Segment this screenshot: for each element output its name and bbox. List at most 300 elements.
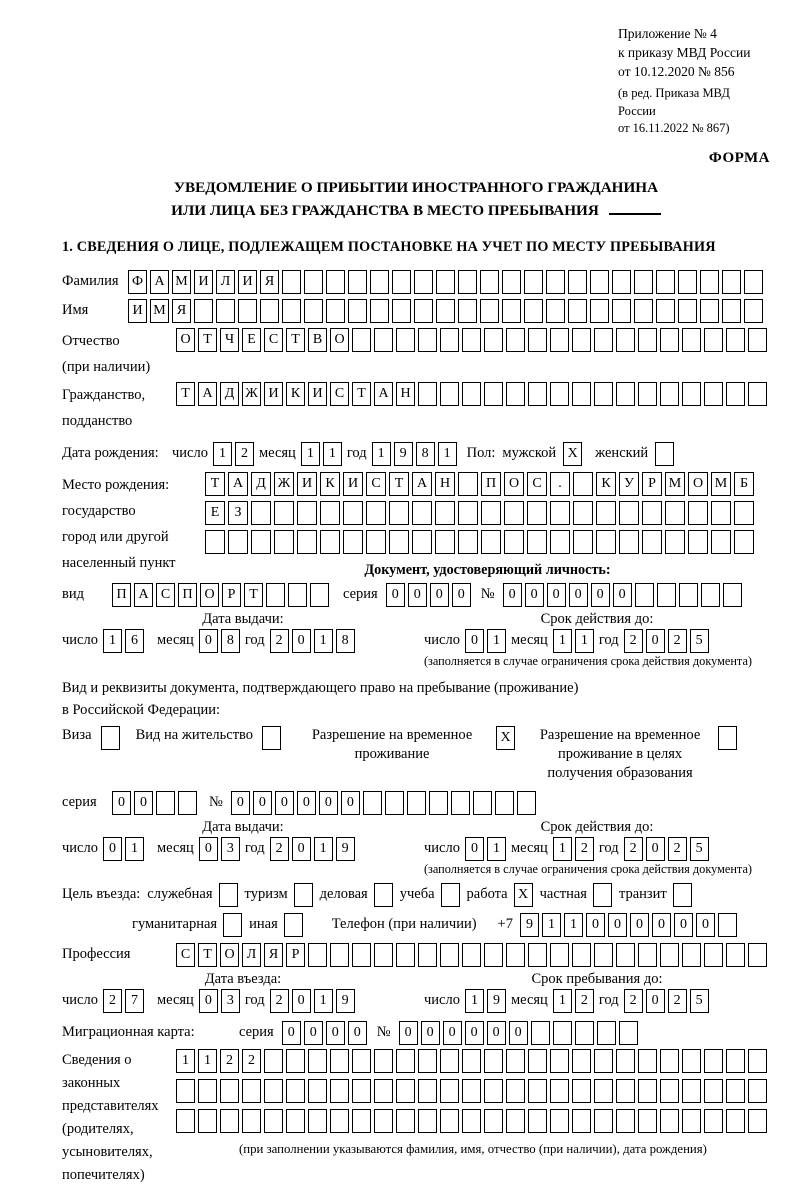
- char-cell[interactable]: [308, 1049, 327, 1073]
- char-cell[interactable]: С: [366, 472, 386, 496]
- char-cell[interactable]: 0: [465, 1021, 484, 1045]
- char-cell[interactable]: [748, 382, 767, 406]
- char-cell[interactable]: [550, 943, 569, 967]
- char-cell[interactable]: 0: [341, 791, 360, 815]
- char-cell[interactable]: [352, 328, 371, 352]
- option-checkbox[interactable]: [294, 883, 313, 907]
- char-cell[interactable]: [506, 1109, 525, 1133]
- char-cell[interactable]: [176, 1079, 195, 1103]
- char-cell[interactable]: [616, 328, 635, 352]
- char-cell[interactable]: [506, 1079, 525, 1103]
- char-cell[interactable]: С: [330, 382, 349, 406]
- char-cell[interactable]: 5: [690, 837, 709, 861]
- char-cell[interactable]: 0: [134, 791, 153, 815]
- char-cell[interactable]: [418, 943, 437, 967]
- option-checkbox[interactable]: [673, 883, 692, 907]
- char-cell[interactable]: [638, 382, 657, 406]
- char-cell[interactable]: [282, 270, 301, 294]
- char-cell[interactable]: И: [238, 270, 257, 294]
- char-cell[interactable]: А: [228, 472, 248, 496]
- char-cell[interactable]: [266, 583, 285, 607]
- char-cell[interactable]: 1: [103, 629, 122, 653]
- char-cell[interactable]: П: [112, 583, 131, 607]
- char-cell[interactable]: 1: [372, 442, 391, 466]
- char-cell[interactable]: [528, 943, 547, 967]
- char-cell[interactable]: [228, 530, 248, 554]
- char-cell[interactable]: Р: [642, 472, 662, 496]
- char-cell[interactable]: [594, 1049, 613, 1073]
- char-cell[interactable]: [572, 1049, 591, 1073]
- option-checkbox[interactable]: [262, 726, 281, 750]
- char-cell[interactable]: [440, 1079, 459, 1103]
- char-cell[interactable]: [682, 382, 701, 406]
- char-cell[interactable]: [594, 943, 613, 967]
- char-cell[interactable]: Т: [198, 328, 217, 352]
- char-cell[interactable]: [594, 1109, 613, 1133]
- char-cell[interactable]: 0: [319, 791, 338, 815]
- char-cell[interactable]: С: [527, 472, 547, 496]
- char-cell[interactable]: И: [264, 382, 283, 406]
- char-cell[interactable]: [657, 583, 676, 607]
- char-cell[interactable]: [484, 328, 503, 352]
- char-cell[interactable]: [396, 1049, 415, 1073]
- char-cell[interactable]: [156, 791, 175, 815]
- char-cell[interactable]: [385, 791, 404, 815]
- char-cell[interactable]: 0: [430, 583, 449, 607]
- char-cell[interactable]: 0: [399, 1021, 418, 1045]
- char-cell[interactable]: 9: [336, 989, 355, 1013]
- char-cell[interactable]: [682, 1049, 701, 1073]
- option-checkbox[interactable]: [284, 913, 303, 937]
- char-cell[interactable]: [726, 943, 745, 967]
- char-cell[interactable]: [414, 299, 433, 323]
- char-cell[interactable]: [619, 530, 639, 554]
- char-cell[interactable]: [616, 1079, 635, 1103]
- char-cell[interactable]: Р: [286, 943, 305, 967]
- char-cell[interactable]: З: [228, 501, 248, 525]
- char-cell[interactable]: [596, 530, 616, 554]
- char-cell[interactable]: [572, 328, 591, 352]
- char-cell[interactable]: 2: [242, 1049, 261, 1073]
- char-cell[interactable]: [462, 1049, 481, 1073]
- char-cell[interactable]: 0: [525, 583, 544, 607]
- char-cell[interactable]: [274, 530, 294, 554]
- char-cell[interactable]: [723, 583, 742, 607]
- char-cell[interactable]: [682, 328, 701, 352]
- char-cell[interactable]: Е: [205, 501, 225, 525]
- char-cell[interactable]: П: [178, 583, 197, 607]
- char-cell[interactable]: О: [330, 328, 349, 352]
- char-cell[interactable]: 0: [630, 913, 649, 937]
- char-cell[interactable]: 0: [292, 629, 311, 653]
- char-cell[interactable]: [612, 270, 631, 294]
- option-checkbox[interactable]: [223, 913, 242, 937]
- char-cell[interactable]: [414, 270, 433, 294]
- char-cell[interactable]: [527, 501, 547, 525]
- char-cell[interactable]: 0: [443, 1021, 462, 1045]
- char-cell[interactable]: 2: [270, 837, 289, 861]
- char-cell[interactable]: [374, 328, 393, 352]
- char-cell[interactable]: [726, 382, 745, 406]
- char-cell[interactable]: [352, 1109, 371, 1133]
- char-cell[interactable]: [220, 1109, 239, 1133]
- char-cell[interactable]: [528, 1079, 547, 1103]
- char-cell[interactable]: 0: [282, 1021, 301, 1045]
- char-cell[interactable]: [506, 943, 525, 967]
- gender-female-checkbox[interactable]: [655, 442, 674, 466]
- char-cell[interactable]: 0: [547, 583, 566, 607]
- char-cell[interactable]: [352, 1049, 371, 1073]
- char-cell[interactable]: [550, 1109, 569, 1133]
- char-cell[interactable]: [722, 299, 741, 323]
- char-cell[interactable]: [506, 382, 525, 406]
- char-cell[interactable]: Д: [251, 472, 271, 496]
- char-cell[interactable]: М: [665, 472, 685, 496]
- char-cell[interactable]: Н: [396, 382, 415, 406]
- char-cell[interactable]: [242, 1079, 261, 1103]
- char-cell[interactable]: [504, 530, 524, 554]
- char-cell[interactable]: 0: [608, 913, 627, 937]
- char-cell[interactable]: Т: [205, 472, 225, 496]
- char-cell[interactable]: [527, 530, 547, 554]
- char-cell[interactable]: И: [194, 270, 213, 294]
- char-cell[interactable]: И: [297, 472, 317, 496]
- char-cell[interactable]: [546, 299, 565, 323]
- char-cell[interactable]: [412, 530, 432, 554]
- char-cell[interactable]: [531, 1021, 550, 1045]
- char-cell[interactable]: 9: [336, 837, 355, 861]
- char-cell[interactable]: [330, 1109, 349, 1133]
- char-cell[interactable]: [594, 328, 613, 352]
- char-cell[interactable]: [330, 1049, 349, 1073]
- char-cell[interactable]: 0: [199, 837, 218, 861]
- char-cell[interactable]: 1: [542, 913, 561, 937]
- option-checkbox[interactable]: [593, 883, 612, 907]
- char-cell[interactable]: [286, 1109, 305, 1133]
- char-cell[interactable]: М: [711, 472, 731, 496]
- char-cell[interactable]: 7: [125, 989, 144, 1013]
- char-cell[interactable]: [352, 1079, 371, 1103]
- char-cell[interactable]: 1: [575, 629, 594, 653]
- char-cell[interactable]: [748, 1109, 767, 1133]
- char-cell[interactable]: [435, 530, 455, 554]
- char-cell[interactable]: [568, 270, 587, 294]
- char-cell[interactable]: С: [176, 943, 195, 967]
- char-cell[interactable]: [389, 501, 409, 525]
- char-cell[interactable]: [462, 328, 481, 352]
- char-cell[interactable]: [748, 943, 767, 967]
- char-cell[interactable]: К: [596, 472, 616, 496]
- char-cell[interactable]: [704, 943, 723, 967]
- char-cell[interactable]: [682, 943, 701, 967]
- char-cell[interactable]: [665, 530, 685, 554]
- char-cell[interactable]: [396, 1079, 415, 1103]
- char-cell[interactable]: 1: [198, 1049, 217, 1073]
- char-cell[interactable]: [528, 382, 547, 406]
- char-cell[interactable]: [220, 1079, 239, 1103]
- char-cell[interactable]: 9: [487, 989, 506, 1013]
- char-cell[interactable]: 2: [624, 629, 643, 653]
- char-cell[interactable]: [660, 943, 679, 967]
- char-cell[interactable]: 0: [509, 1021, 528, 1045]
- char-cell[interactable]: 0: [465, 629, 484, 653]
- char-cell[interactable]: 8: [336, 629, 355, 653]
- char-cell[interactable]: [297, 501, 317, 525]
- char-cell[interactable]: [308, 1109, 327, 1133]
- char-cell[interactable]: 1: [314, 989, 333, 1013]
- char-cell[interactable]: И: [128, 299, 147, 323]
- char-cell[interactable]: 8: [416, 442, 435, 466]
- char-cell[interactable]: [718, 913, 737, 937]
- char-cell[interactable]: [389, 530, 409, 554]
- char-cell[interactable]: А: [134, 583, 153, 607]
- char-cell[interactable]: [596, 501, 616, 525]
- char-cell[interactable]: 0: [452, 583, 471, 607]
- char-cell[interactable]: [407, 791, 426, 815]
- char-cell[interactable]: 3: [221, 837, 240, 861]
- char-cell[interactable]: [480, 270, 499, 294]
- char-cell[interactable]: 0: [297, 791, 316, 815]
- char-cell[interactable]: [484, 943, 503, 967]
- char-cell[interactable]: [274, 501, 294, 525]
- char-cell[interactable]: [435, 501, 455, 525]
- char-cell[interactable]: [264, 1109, 283, 1133]
- char-cell[interactable]: Т: [286, 328, 305, 352]
- char-cell[interactable]: [726, 1109, 745, 1133]
- char-cell[interactable]: [436, 270, 455, 294]
- char-cell[interactable]: [612, 299, 631, 323]
- char-cell[interactable]: [348, 270, 367, 294]
- char-cell[interactable]: [308, 943, 327, 967]
- gender-male-checkbox[interactable]: X: [563, 442, 582, 466]
- char-cell[interactable]: 0: [408, 583, 427, 607]
- char-cell[interactable]: [484, 382, 503, 406]
- char-cell[interactable]: Т: [389, 472, 409, 496]
- char-cell[interactable]: [242, 1109, 261, 1133]
- char-cell[interactable]: [638, 328, 657, 352]
- char-cell[interactable]: [517, 791, 536, 815]
- char-cell[interactable]: 0: [304, 1021, 323, 1045]
- char-cell[interactable]: Л: [242, 943, 261, 967]
- char-cell[interactable]: [688, 501, 708, 525]
- char-cell[interactable]: [594, 1079, 613, 1103]
- char-cell[interactable]: [553, 1021, 572, 1045]
- char-cell[interactable]: 1: [553, 629, 572, 653]
- char-cell[interactable]: А: [150, 270, 169, 294]
- char-cell[interactable]: [665, 501, 685, 525]
- char-cell[interactable]: [634, 270, 653, 294]
- char-cell[interactable]: 1: [553, 837, 572, 861]
- char-cell[interactable]: 0: [591, 583, 610, 607]
- char-cell[interactable]: [704, 382, 723, 406]
- char-cell[interactable]: 0: [386, 583, 405, 607]
- char-cell[interactable]: [638, 943, 657, 967]
- char-cell[interactable]: М: [172, 270, 191, 294]
- char-cell[interactable]: [440, 1049, 459, 1073]
- char-cell[interactable]: [734, 530, 754, 554]
- char-cell[interactable]: 2: [103, 989, 122, 1013]
- char-cell[interactable]: [481, 501, 501, 525]
- char-cell[interactable]: [572, 382, 591, 406]
- char-cell[interactable]: [436, 299, 455, 323]
- char-cell[interactable]: [568, 299, 587, 323]
- char-cell[interactable]: 2: [270, 989, 289, 1013]
- char-cell[interactable]: [484, 1049, 503, 1073]
- char-cell[interactable]: 0: [646, 837, 665, 861]
- char-cell[interactable]: [320, 501, 340, 525]
- char-cell[interactable]: [506, 1049, 525, 1073]
- char-cell[interactable]: А: [412, 472, 432, 496]
- char-cell[interactable]: 1: [323, 442, 342, 466]
- option-checkbox[interactable]: [441, 883, 460, 907]
- char-cell[interactable]: 1: [213, 442, 232, 466]
- char-cell[interactable]: [550, 1079, 569, 1103]
- char-cell[interactable]: [575, 1021, 594, 1045]
- char-cell[interactable]: 0: [696, 913, 715, 937]
- char-cell[interactable]: 0: [292, 989, 311, 1013]
- char-cell[interactable]: А: [198, 382, 217, 406]
- char-cell[interactable]: [638, 1109, 657, 1133]
- char-cell[interactable]: [484, 1079, 503, 1103]
- char-cell[interactable]: 0: [586, 913, 605, 937]
- char-cell[interactable]: И: [343, 472, 363, 496]
- char-cell[interactable]: [440, 943, 459, 967]
- char-cell[interactable]: [418, 328, 437, 352]
- char-cell[interactable]: 1: [301, 442, 320, 466]
- char-cell[interactable]: Р: [222, 583, 241, 607]
- char-cell[interactable]: [198, 1109, 217, 1133]
- char-cell[interactable]: 0: [292, 837, 311, 861]
- char-cell[interactable]: 1: [438, 442, 457, 466]
- char-cell[interactable]: 0: [613, 583, 632, 607]
- char-cell[interactable]: В: [308, 328, 327, 352]
- char-cell[interactable]: [205, 530, 225, 554]
- char-cell[interactable]: 2: [668, 989, 687, 1013]
- char-cell[interactable]: [473, 791, 492, 815]
- char-cell[interactable]: [418, 1109, 437, 1133]
- char-cell[interactable]: [573, 472, 593, 496]
- char-cell[interactable]: [704, 328, 723, 352]
- char-cell[interactable]: [704, 1079, 723, 1103]
- char-cell[interactable]: [304, 270, 323, 294]
- char-cell[interactable]: 0: [487, 1021, 506, 1045]
- char-cell[interactable]: 1: [314, 629, 333, 653]
- char-cell[interactable]: 1: [487, 837, 506, 861]
- char-cell[interactable]: [748, 1079, 767, 1103]
- char-cell[interactable]: [528, 1049, 547, 1073]
- char-cell[interactable]: [462, 382, 481, 406]
- char-cell[interactable]: [528, 328, 547, 352]
- char-cell[interactable]: С: [264, 328, 283, 352]
- char-cell[interactable]: [370, 299, 389, 323]
- char-cell[interactable]: [238, 299, 257, 323]
- char-cell[interactable]: Т: [244, 583, 263, 607]
- char-cell[interactable]: [458, 270, 477, 294]
- char-cell[interactable]: [748, 1049, 767, 1073]
- char-cell[interactable]: [440, 1109, 459, 1133]
- char-cell[interactable]: 2: [668, 837, 687, 861]
- char-cell[interactable]: [418, 382, 437, 406]
- char-cell[interactable]: К: [320, 472, 340, 496]
- char-cell[interactable]: [700, 299, 719, 323]
- char-cell[interactable]: [550, 382, 569, 406]
- char-cell[interactable]: [597, 1021, 616, 1045]
- char-cell[interactable]: [495, 791, 514, 815]
- char-cell[interactable]: 1: [125, 837, 144, 861]
- char-cell[interactable]: [451, 791, 470, 815]
- char-cell[interactable]: [700, 270, 719, 294]
- char-cell[interactable]: 0: [103, 837, 122, 861]
- char-cell[interactable]: [660, 382, 679, 406]
- char-cell[interactable]: [330, 1079, 349, 1103]
- char-cell[interactable]: [326, 299, 345, 323]
- char-cell[interactable]: О: [220, 943, 239, 967]
- char-cell[interactable]: [688, 530, 708, 554]
- char-cell[interactable]: [440, 382, 459, 406]
- char-cell[interactable]: [638, 1079, 657, 1103]
- char-cell[interactable]: [573, 501, 593, 525]
- char-cell[interactable]: [194, 299, 213, 323]
- char-cell[interactable]: [704, 1109, 723, 1133]
- char-cell[interactable]: 0: [231, 791, 250, 815]
- char-cell[interactable]: 1: [487, 629, 506, 653]
- char-cell[interactable]: Ж: [242, 382, 261, 406]
- char-cell[interactable]: [370, 270, 389, 294]
- option-checkbox[interactable]: X: [496, 726, 515, 750]
- char-cell[interactable]: С: [156, 583, 175, 607]
- char-cell[interactable]: 0: [646, 989, 665, 1013]
- char-cell[interactable]: [616, 382, 635, 406]
- char-cell[interactable]: [590, 299, 609, 323]
- char-cell[interactable]: [484, 1109, 503, 1133]
- char-cell[interactable]: [744, 299, 763, 323]
- char-cell[interactable]: [656, 299, 675, 323]
- char-cell[interactable]: 2: [270, 629, 289, 653]
- char-cell[interactable]: [619, 1021, 638, 1045]
- char-cell[interactable]: [616, 943, 635, 967]
- char-cell[interactable]: К: [286, 382, 305, 406]
- char-cell[interactable]: Ж: [274, 472, 294, 496]
- char-cell[interactable]: [396, 1109, 415, 1133]
- char-cell[interactable]: [642, 530, 662, 554]
- char-cell[interactable]: [734, 501, 754, 525]
- char-cell[interactable]: [412, 501, 432, 525]
- char-cell[interactable]: 6: [125, 629, 144, 653]
- char-cell[interactable]: 0: [326, 1021, 345, 1045]
- char-cell[interactable]: [550, 1049, 569, 1073]
- char-cell[interactable]: [326, 270, 345, 294]
- char-cell[interactable]: [366, 501, 386, 525]
- char-cell[interactable]: 8: [221, 629, 240, 653]
- char-cell[interactable]: [573, 530, 593, 554]
- char-cell[interactable]: [480, 299, 499, 323]
- char-cell[interactable]: 2: [624, 989, 643, 1013]
- char-cell[interactable]: [704, 1049, 723, 1073]
- char-cell[interactable]: [726, 328, 745, 352]
- char-cell[interactable]: [288, 583, 307, 607]
- char-cell[interactable]: 2: [575, 837, 594, 861]
- char-cell[interactable]: [678, 299, 697, 323]
- char-cell[interactable]: П: [481, 472, 501, 496]
- char-cell[interactable]: О: [200, 583, 219, 607]
- char-cell[interactable]: [462, 1109, 481, 1133]
- char-cell[interactable]: Я: [172, 299, 191, 323]
- char-cell[interactable]: [616, 1049, 635, 1073]
- char-cell[interactable]: 2: [220, 1049, 239, 1073]
- char-cell[interactable]: Ч: [220, 328, 239, 352]
- char-cell[interactable]: 0: [569, 583, 588, 607]
- char-cell[interactable]: 0: [348, 1021, 367, 1045]
